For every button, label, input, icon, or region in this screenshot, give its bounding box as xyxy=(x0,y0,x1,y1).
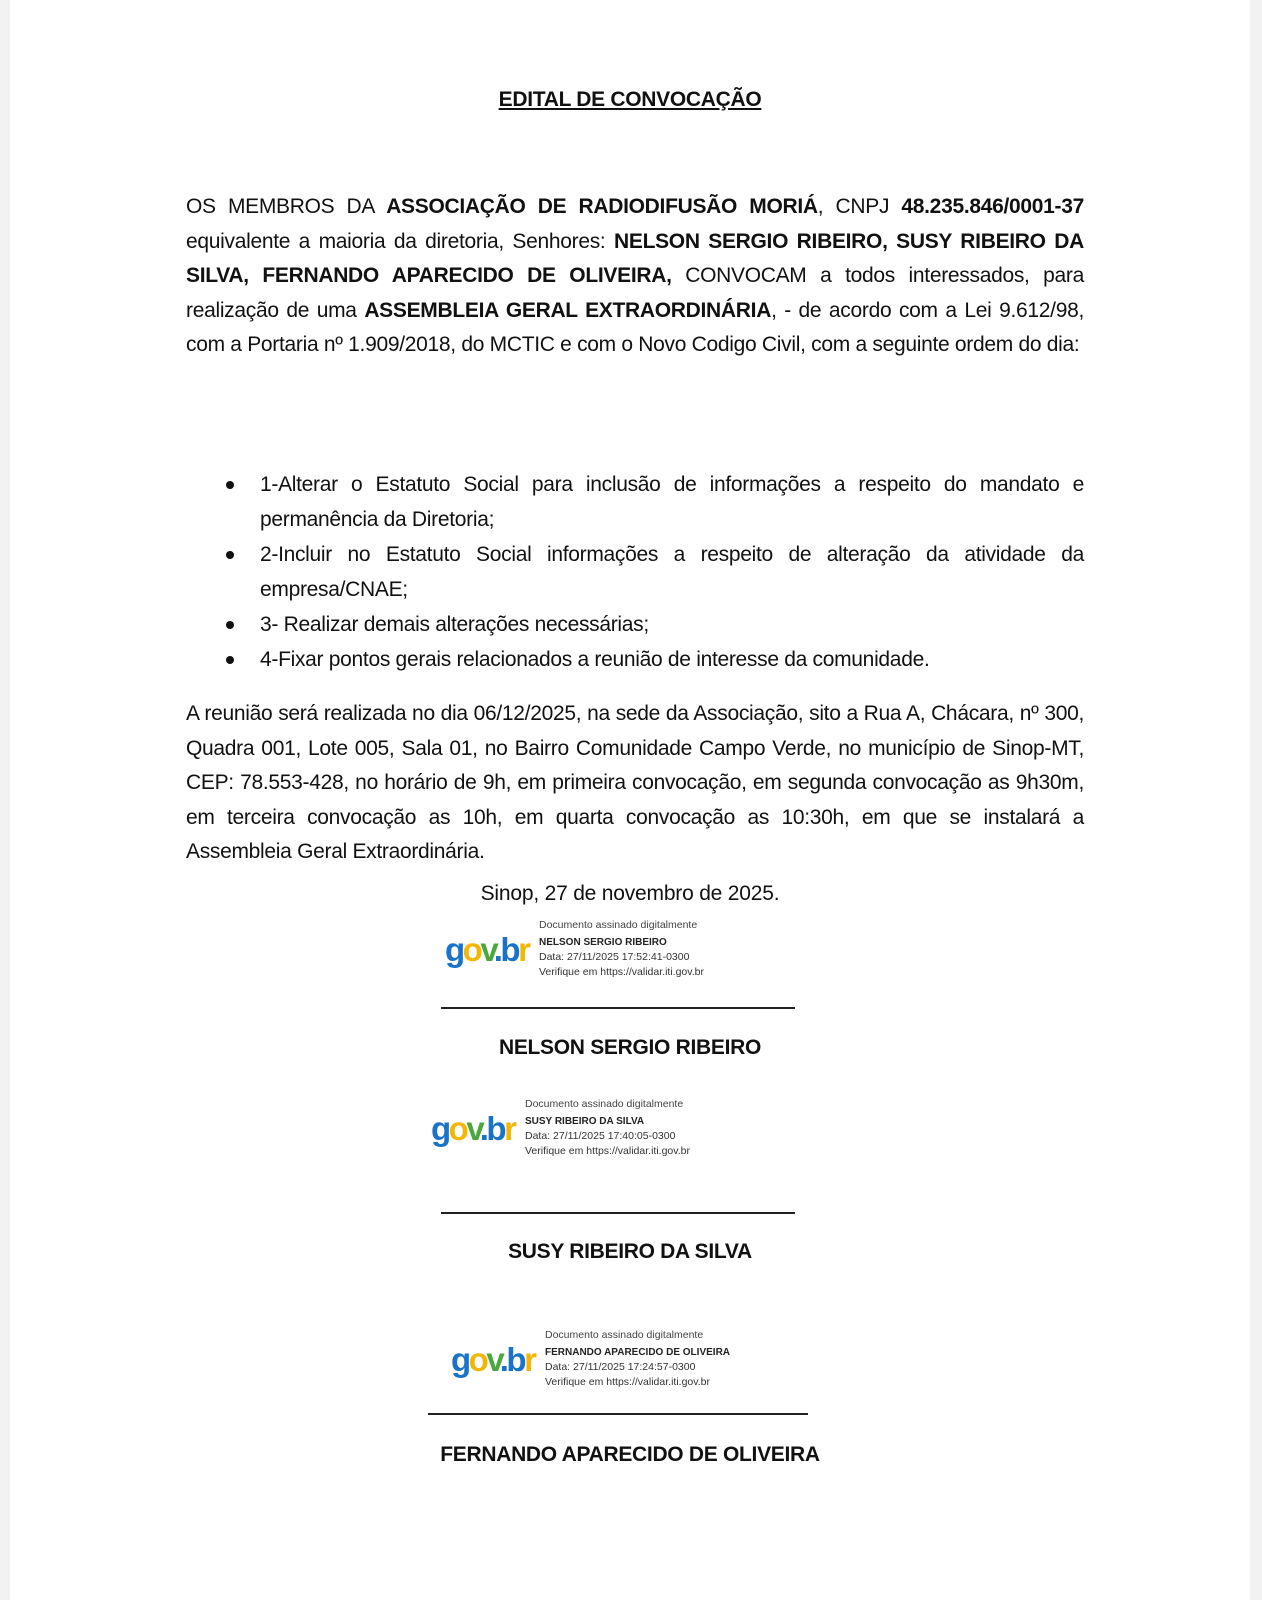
bullet-icon xyxy=(226,656,234,664)
govbr-logo-icon: gov.br xyxy=(451,1341,535,1378)
cnpj-number: 48.235.846/0001-37 xyxy=(901,195,1084,218)
agenda-item-text: 4-Fixar pontos gerais relacionados a reunião de interesse da comunidade. xyxy=(260,648,930,671)
agenda-item xyxy=(186,537,1084,607)
signature-line xyxy=(441,1007,795,1009)
govbr-logo-icon: gov.br xyxy=(431,1110,515,1147)
association-name: ASSOCIAÇÃO DE RADIODIFUSÃO MORIÁ xyxy=(386,195,818,218)
agenda-item-text: 3- Realizar demais alterações necessárias; xyxy=(260,613,649,636)
signature-verify-link[interactable]: Verifique em https://validar.iti.gov.br xyxy=(525,1145,690,1157)
signature-verify-link[interactable]: Verifique em https://validar.iti.gov.br xyxy=(545,1376,710,1388)
signature-info xyxy=(545,1328,730,1390)
agenda-item xyxy=(186,467,1084,537)
signature-info xyxy=(539,918,704,980)
govbr-logo-icon: gov.br xyxy=(445,931,529,968)
signature-header: Documento assinado digitalmente xyxy=(545,1329,704,1341)
signature-line xyxy=(428,1413,808,1415)
agenda-item xyxy=(186,607,1084,642)
agenda-item-text: 2-Incluir no Estatuto Social informações a respeito de alteração da atividade da empresa/CNAE; xyxy=(260,543,1084,601)
signature-header: Documento assinado digitalmente xyxy=(525,1098,684,1110)
intro-text: , CNPJ xyxy=(817,195,902,218)
intro-text: , - de acordo com a Lei 9.612/98, com a Portaria nº 1.909/2018, do MCTIC e com o Novo Codigo Civil, com a seguinte ordem do dia: xyxy=(186,298,1084,356)
signature-date: Data: 27/11/2025 17:24:57-0300 xyxy=(545,1361,696,1373)
digital-signature-stamp xyxy=(445,918,765,980)
assembly-type: ASSEMBLEIA GERAL EXTRAORDINÁRIA xyxy=(364,298,772,322)
bullet-icon xyxy=(226,621,234,629)
bullet-icon xyxy=(226,551,234,559)
signature-name: FERNANDO APARECIDO DE OLIVEIRA xyxy=(545,1347,731,1358)
document-page xyxy=(10,0,1250,1600)
signature-header: Documento assinado digitalmente xyxy=(539,919,698,931)
signature-date: Data: 27/11/2025 17:52:41-0300 xyxy=(539,951,690,963)
intro-text: equivalente a maioria da diretoria, Senhores: xyxy=(186,229,614,253)
signer-name: SUSY RIBEIRO DA SILVA xyxy=(508,1240,752,1263)
intro-paragraph xyxy=(186,190,1084,363)
agenda-item-text: 1-Alterar o Estatuto Social para inclusão de informações a respeito do mandato e permanência da Diretoria; xyxy=(260,473,1084,531)
signer-name: NELSON SERGIO RIBEIRO xyxy=(498,1036,762,1059)
director-names: NELSON SERGIO RIBEIRO, SUSY RIBEIRO DA SILVA, FERNANDO APARECIDO DE OLIVEIRA, xyxy=(186,229,1084,287)
place-date: Sinop, 27 de novembro de 2025. xyxy=(480,882,780,905)
intro-text: CONVOCAM a todos interessados, para realização de uma xyxy=(186,264,1084,322)
signature-name: SUSY RIBEIRO DA SILVA xyxy=(525,1116,645,1127)
intro-text: OS MEMBROS DA xyxy=(186,195,387,218)
signature-info xyxy=(525,1097,690,1159)
agenda-item xyxy=(186,642,1084,677)
bullet-icon xyxy=(226,481,234,489)
digital-signature-stamp xyxy=(431,1097,751,1159)
meeting-details-paragraph: A reunião será realizada no dia 06/12/2025, na sede da Associação, sito a Rua A, Chácara, nº 300, Quadra 001, Lote 005, Sala 01, no Bairro Comunidade Campo Verde, no município de Sinop-MT, CEP: 78.553-428, no horário de 9h, em primeira convocação, em segunda convocação as 9h30m, em terceira convocação as 10h, em quarta convocação as 10:30h, em que se instalará a Assembleia Geral Extraordinária. xyxy=(186,702,1084,863)
signature-date: Data: 27/11/2025 17:40:05-0300 xyxy=(525,1130,676,1142)
signature-name: NELSON SERGIO RIBEIRO xyxy=(539,937,667,948)
agenda-list xyxy=(186,467,1084,677)
signature-verify-link[interactable]: Verifique em https://validar.iti.gov.br xyxy=(539,966,704,978)
signature-line xyxy=(441,1212,795,1214)
digital-signature-stamp xyxy=(451,1328,771,1390)
document-title: EDITAL DE CONVOCAÇÃO xyxy=(498,88,762,111)
signer-name: FERNANDO APARECIDO DE OLIVEIRA xyxy=(440,1443,820,1466)
